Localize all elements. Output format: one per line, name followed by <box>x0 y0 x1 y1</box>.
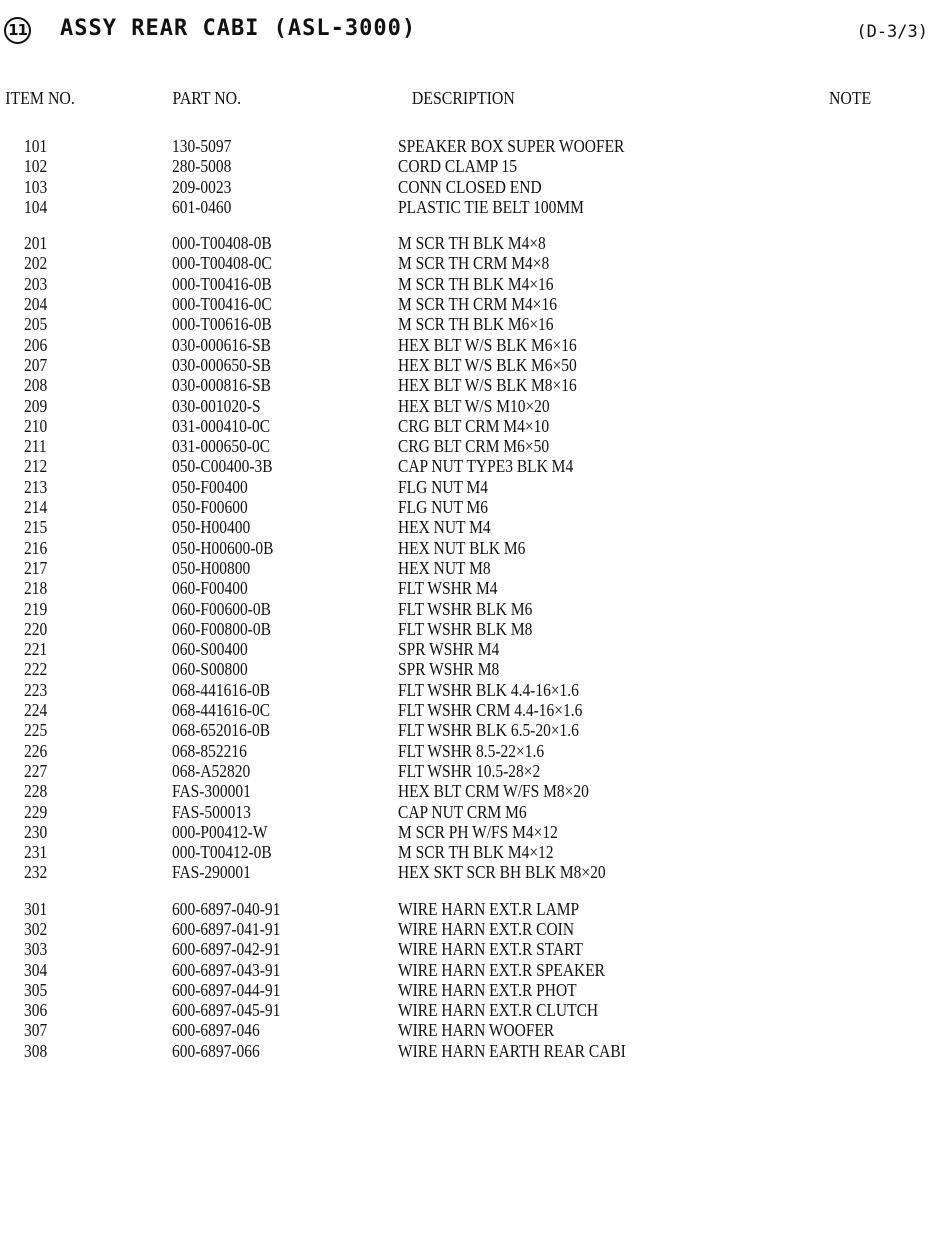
part-number: 030-000816-SB <box>172 375 271 396</box>
table-row <box>0 538 928 558</box>
part-number: 050-F00400 <box>172 476 248 497</box>
description: FLT WSHR BLK 6.5-20×1.6 <box>398 720 579 741</box>
item-number: 204 <box>24 294 48 315</box>
part-number: 030-000616-SB <box>172 334 271 355</box>
item-number: 102 <box>24 156 48 177</box>
item-number: 228 <box>24 781 48 802</box>
description: HEX BLT W/S BLK M6×50 <box>398 354 577 375</box>
description: CONN CLOSED END <box>398 176 542 197</box>
table-row <box>0 497 928 517</box>
part-number: FAS-300001 <box>172 781 251 802</box>
table-row <box>0 233 928 253</box>
item-number: 301 <box>24 898 48 919</box>
table-row <box>0 1000 928 1020</box>
table-row <box>0 456 928 476</box>
description: FLT WSHR CRM 4.4-16×1.6 <box>398 700 583 721</box>
part-number: 600-6897-042-91 <box>172 939 281 960</box>
description: M SCR TH CRM M4×16 <box>398 294 557 315</box>
description: FLT WSHR 8.5-22×1.6 <box>398 740 545 761</box>
item-number: 202 <box>24 253 48 274</box>
item-number: 217 <box>24 557 48 578</box>
description: M SCR TH BLK M4×8 <box>398 233 546 254</box>
description: M SCR TH CRM M4×8 <box>398 253 550 274</box>
part-number: 060-F00600-0B <box>172 598 271 619</box>
table-row <box>0 802 928 822</box>
description: M SCR TH BLK M4×12 <box>398 842 554 863</box>
description: FLT WSHR 10.5-28×2 <box>398 760 541 781</box>
description: WIRE HARN EXT.R SPEAKER <box>398 959 605 980</box>
item-number: 303 <box>24 939 48 960</box>
item-number: 307 <box>24 1020 48 1041</box>
item-number: 209 <box>24 395 48 416</box>
description: WIRE HARN EXT.R START <box>398 939 584 960</box>
description: HEX NUT BLK M6 <box>398 537 526 558</box>
description: CRG BLT CRM M6×50 <box>398 436 550 457</box>
table-row <box>0 177 928 197</box>
table-row <box>0 781 928 801</box>
part-number: 209-0023 <box>172 176 232 197</box>
item-number: 216 <box>24 537 48 558</box>
part-number: 068-652016-0B <box>172 720 271 741</box>
part-number: 600-6897-046 <box>172 1020 260 1041</box>
part-number: 068-441616-0B <box>172 679 271 700</box>
part-number: 060-S00400 <box>172 639 248 660</box>
item-number: 231 <box>24 842 48 863</box>
part-number: 600-6897-041-91 <box>172 918 281 939</box>
description: FLG NUT M4 <box>398 476 489 497</box>
item-number: 305 <box>24 979 48 1000</box>
description: HEX SKT SCR BH BLK M8×20 <box>398 862 606 883</box>
description: SPR WSHR M8 <box>398 659 500 680</box>
table-row <box>0 436 928 456</box>
part-number: FAS-500013 <box>172 801 251 822</box>
table-row <box>0 396 928 416</box>
table-row <box>0 822 928 842</box>
table-row <box>0 720 928 740</box>
item-number: 215 <box>24 517 48 538</box>
part-number: 030-000650-SB <box>172 354 271 375</box>
table-row <box>0 375 928 395</box>
item-number: 218 <box>24 578 48 599</box>
table-row <box>0 136 928 156</box>
part-number: 000-T00408-0B <box>172 233 272 254</box>
table-row <box>0 980 928 1000</box>
description: FLG NUT M6 <box>398 497 489 518</box>
description: M SCR TH BLK M6×16 <box>398 314 554 335</box>
part-number: 060-F00800-0B <box>172 618 271 639</box>
column-header-item: ITEM NO. <box>5 88 75 108</box>
part-number: 000-T00412-0B <box>172 842 272 863</box>
item-number: 232 <box>24 862 48 883</box>
table-row <box>0 960 928 980</box>
item-number: 221 <box>24 639 48 660</box>
item-number: 225 <box>24 720 48 741</box>
part-number: 130-5097 <box>172 136 232 156</box>
item-number: 212 <box>24 456 48 477</box>
description: WIRE HARN EXT.R COIN <box>398 918 575 939</box>
item-number: 304 <box>24 959 48 980</box>
part-number: 050-H00600-0B <box>172 537 274 558</box>
table-row <box>0 294 928 314</box>
column-header-description: DESCRIPTION <box>411 88 515 108</box>
table-row <box>0 899 928 919</box>
item-number: 214 <box>24 497 48 518</box>
table-row <box>0 355 928 375</box>
description: CAP NUT CRM M6 <box>398 801 527 822</box>
section-number-badge: 11 <box>4 17 31 44</box>
table-row <box>0 314 928 334</box>
description: HEX BLT CRM W/FS M8×20 <box>398 781 589 802</box>
description: M SCR PH W/FS M4×12 <box>398 821 558 842</box>
part-number: 000-P00412-W <box>172 821 268 842</box>
part-number: 050-H00800 <box>172 557 251 578</box>
description: WIRE HARN EXT.R CLUTCH <box>398 1000 599 1021</box>
item-number: 227 <box>24 760 48 781</box>
description: CRG BLT CRM M4×10 <box>398 415 550 436</box>
description: FLT WSHR BLK M6 <box>398 598 533 619</box>
description: FLT WSHR BLK M8 <box>398 618 533 639</box>
item-number: 104 <box>24 196 48 217</box>
item-number: 207 <box>24 354 48 375</box>
table-row <box>0 919 928 939</box>
description: HEX NUT M8 <box>398 557 491 578</box>
description: WIRE HARN EXT.R LAMP <box>398 898 580 919</box>
table-row <box>0 517 928 537</box>
table-row <box>0 599 928 619</box>
description: PLASTIC TIE BELT 100MM <box>398 196 584 217</box>
table-row <box>0 741 928 761</box>
table-row <box>0 862 928 882</box>
description: M SCR TH BLK M4×16 <box>398 273 554 294</box>
part-number: 000-T00616-0B <box>172 314 272 335</box>
part-number: 060-S00800 <box>172 659 248 680</box>
table-row <box>0 253 928 273</box>
description: WIRE HARN EXT.R PHOT <box>398 979 577 1000</box>
part-number: 050-H00400 <box>172 517 251 538</box>
item-number: 306 <box>24 1000 48 1021</box>
table-row <box>0 578 928 598</box>
part-number: 031-000410-0C <box>172 415 271 436</box>
table-row <box>0 477 928 497</box>
item-number: 210 <box>24 415 48 436</box>
table-row <box>0 939 928 959</box>
table-row <box>0 761 928 781</box>
part-number: 000-T00416-0B <box>172 273 272 294</box>
item-number: 224 <box>24 700 48 721</box>
part-number: FAS-290001 <box>172 862 251 883</box>
page-title: ASSY REAR CABI (ASL-3000) <box>60 16 417 41</box>
table-row <box>0 659 928 679</box>
item-number: 103 <box>24 176 48 197</box>
description: HEX BLT W/S M10×20 <box>398 395 550 416</box>
item-number: 219 <box>24 598 48 619</box>
part-number: 030-001020-S <box>172 395 261 416</box>
table-row <box>0 1041 928 1061</box>
table-row <box>0 335 928 355</box>
table-row <box>0 416 928 436</box>
part-number: 280-5008 <box>172 156 232 177</box>
table-row <box>0 197 928 217</box>
part-number: 060-F00400 <box>172 578 248 599</box>
part-number: 600-6897-066 <box>172 1040 260 1061</box>
description: CAP NUT TYPE3 BLK M4 <box>398 456 574 477</box>
table-row <box>0 700 928 720</box>
item-number: 201 <box>24 233 48 254</box>
column-header-note: NOTE <box>828 88 872 108</box>
part-number: 600-6897-045-91 <box>172 1000 281 1021</box>
item-number: 223 <box>24 679 48 700</box>
part-number: 000-T00416-0C <box>172 294 272 315</box>
description: WIRE HARN EARTH REAR CABI <box>398 1040 626 1061</box>
description: WIRE HARN WOOFER <box>398 1020 555 1041</box>
table-row <box>0 1020 928 1040</box>
table-row <box>0 680 928 700</box>
description: HEX BLT W/S BLK M6×16 <box>398 334 577 355</box>
description: FLT WSHR M4 <box>398 578 498 599</box>
part-number: 068-A52820 <box>172 760 251 781</box>
table-row <box>0 639 928 659</box>
title-row <box>0 16 928 52</box>
item-number: 211 <box>24 436 47 457</box>
table-row <box>0 619 928 639</box>
item-number: 308 <box>24 1040 48 1061</box>
description: SPR WSHR M4 <box>398 639 500 660</box>
item-number: 205 <box>24 314 48 335</box>
description: SPEAKER BOX SUPER WOOFER <box>398 136 625 156</box>
page-reference: (D-3/3) <box>856 22 928 42</box>
part-number: 000-T00408-0C <box>172 253 272 274</box>
item-number: 101 <box>24 136 48 156</box>
item-number: 222 <box>24 659 48 680</box>
part-number: 031-000650-0C <box>172 436 271 457</box>
description: HEX NUT M4 <box>398 517 491 538</box>
part-number: 601-0460 <box>172 196 232 217</box>
item-number: 213 <box>24 476 48 497</box>
description: CORD CLAMP 15 <box>398 156 517 177</box>
part-number: 068-852216 <box>172 740 247 761</box>
description: FLT WSHR BLK 4.4-16×1.6 <box>398 679 579 700</box>
parts-table-body <box>0 136 928 1061</box>
item-number: 208 <box>24 375 48 396</box>
column-header-row <box>0 88 872 114</box>
table-row <box>0 274 928 294</box>
part-number: 600-6897-040-91 <box>172 898 281 919</box>
part-number: 600-6897-044-91 <box>172 979 281 1000</box>
table-row <box>0 842 928 862</box>
item-number: 220 <box>24 618 48 639</box>
item-number: 203 <box>24 273 48 294</box>
table-row <box>0 558 928 578</box>
description: HEX BLT W/S BLK M8×16 <box>398 375 577 396</box>
part-number: 068-441616-0C <box>172 700 271 721</box>
item-number: 302 <box>24 918 48 939</box>
part-number: 600-6897-043-91 <box>172 959 281 980</box>
item-number: 206 <box>24 334 48 355</box>
column-header-part: PART NO. <box>172 88 242 108</box>
item-number: 226 <box>24 740 48 761</box>
item-number: 229 <box>24 801 48 822</box>
part-number: 050-C00400-3B <box>172 456 273 477</box>
table-row <box>0 156 928 176</box>
part-number: 050-F00600 <box>172 497 248 518</box>
item-number: 230 <box>24 821 48 842</box>
